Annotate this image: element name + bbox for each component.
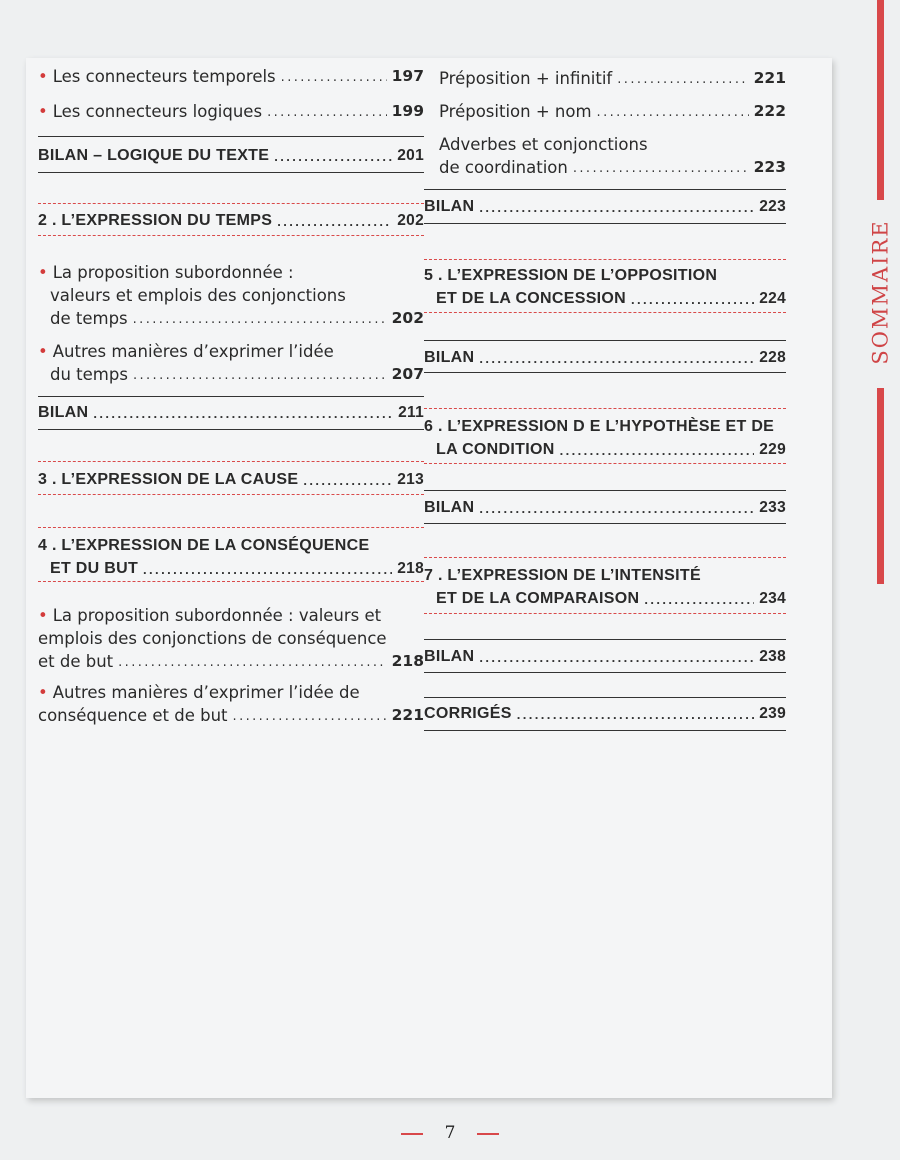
toc-entry-preposition-nom[interactable]: Préposition + nom ..... 222 (424, 100, 786, 123)
sommaire-label: SOMMAIRE (869, 219, 893, 365)
dashed-divider (38, 461, 424, 462)
rule (38, 172, 424, 173)
sidebar-bar-top (877, 0, 884, 200)
toc-entry-consequence-subordonnee[interactable]: • La proposition subordonnée : valeurs et emplois des conjonctions de conséquence et de but ..... 218 (38, 604, 424, 673)
toc-entry-corriges[interactable]: CORRIGÉS ..... 239 (424, 702, 786, 725)
dashed-divider (424, 463, 786, 464)
dashed-divider (38, 581, 424, 582)
rule (38, 136, 424, 137)
dashed-divider (424, 312, 786, 313)
rule (424, 340, 786, 341)
dashed-divider (38, 235, 424, 236)
rule (424, 523, 786, 524)
rule (38, 396, 424, 397)
toc-section-6[interactable]: 6 . L’EXPRESSION D E L’HYPOTHÈSE ET DE LA CONDITION ..... 229 (424, 415, 786, 461)
toc-entry-temps-subordonnee[interactable]: • La proposition subordonnée : valeurs et emplois des conjonctions de temps ..... 202 (38, 261, 424, 330)
toc-entry-consequence-autres[interactable]: • Autres manières d’exprimer l’idée de conséquence et de but ..... 221 (38, 681, 424, 727)
toc-entry-connecteurs-temporels[interactable]: • Les connecteurs temporels ..... 197 (38, 65, 424, 88)
toc-entry-bilan-b[interactable]: BILAN ..... 228 (424, 346, 786, 369)
toc-section-3[interactable]: 3 . L’EXPRESSION DE LA CAUSE ..... 213 (38, 468, 424, 491)
toc-section-4[interactable]: 4 . L’EXPRESSION DE LA CONSÉQUENCE ET DU BUT ..... 218 (38, 534, 424, 580)
toc-entry-preposition-infinitif[interactable]: Préposition + infinitif ..... 221 (424, 67, 786, 90)
toc-sheet (26, 58, 832, 1098)
toc-entry-bilan-a[interactable]: BILAN ..... 223 (424, 195, 786, 218)
rule (424, 372, 786, 373)
toc-entry-bilan-c[interactable]: BILAN ..... 233 (424, 496, 786, 519)
toc-entry-bilan-d[interactable]: BILAN ..... 238 (424, 645, 786, 668)
rule (424, 697, 786, 698)
toc-entry-connecteurs-logiques[interactable]: • Les connecteurs logiques ..... 199 (38, 100, 424, 123)
toc-section-2[interactable]: 2 . L’EXPRESSION DU TEMPS ..... 202 (38, 209, 424, 232)
toc-entry-adverbes[interactable]: Adverbes et conjonctions de coordination ..... 223 (424, 133, 786, 179)
rule (424, 490, 786, 491)
toc-section-5[interactable]: 5 . L’EXPRESSION DE L’OPPOSITION ET DE LA CONCESSION ..... 224 (424, 264, 786, 310)
rule (424, 189, 786, 190)
dashed-divider (424, 259, 786, 260)
rule (424, 223, 786, 224)
toc-entry-temps-autres[interactable]: • Autres manières d’exprimer l’idée du temps ..... 207 (38, 340, 424, 386)
toc-entry-bilan-temps[interactable]: BILAN ..... 211 (38, 401, 424, 424)
dashed-divider (38, 494, 424, 495)
toc-entry-bilan-logique[interactable]: BILAN – LOGIQUE DU TEXTE ..... 201 (38, 144, 424, 167)
dashed-divider (424, 557, 786, 558)
toc-section-7[interactable]: 7 . L’EXPRESSION DE L’INTENSITÉ ET DE LA COMPARAISON ..... 234 (424, 564, 786, 610)
dashed-divider (424, 613, 786, 614)
sidebar-bar-bottom (877, 388, 884, 584)
dashed-divider (424, 408, 786, 409)
dashed-divider (38, 527, 424, 528)
rule (424, 639, 786, 640)
rule (424, 730, 786, 731)
rule (38, 429, 424, 430)
page-number: 7 (0, 1123, 900, 1143)
dashed-divider (38, 203, 424, 204)
rule (424, 672, 786, 673)
